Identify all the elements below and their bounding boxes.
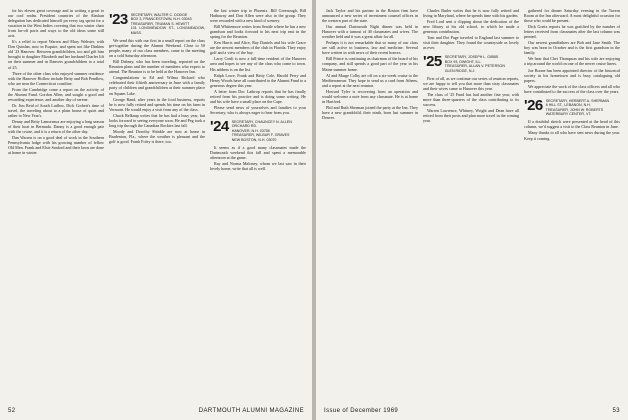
paragraph: Warren Lawrence, Whitney, Wright and Dean have all retired from their posts and plan more travel in the coming year.	[423, 108, 519, 124]
left-page	[0, 0, 312, 420]
paragraph: If a doubtful sketch were presented at the head of this column, we'd suggest a visit to the Class Reunion in June.	[524, 119, 620, 130]
class-notes-body	[423, 8, 519, 50]
class-heading-26	[524, 96, 620, 117]
paragraph: Perhaps it is not remarkable that so many of our class are still active in business, law and medicine. Several have written in with news of their recent honors.	[322, 40, 418, 56]
right-page	[316, 0, 628, 420]
paragraph: We hear that Chet Thompson and his wife are enjoying a trip around the world on one of the newer cruise liners.	[524, 56, 620, 67]
officer-line: 101 LONGMEADOW ST., LONGMEADOW, MASS.	[130, 26, 205, 35]
paragraph: Dan Warren is on a good deal of work in the Southern Pennsylvania lodge with his growing number of fellow Old Men. Frank and Elsie Sanford and their lawn are done at home in winter.	[8, 135, 104, 156]
officer-line: TREASURER, ALLAN V. PETERSON	[444, 64, 505, 69]
paragraph: Three of the other class who enjoyed summer residence with the Hanover Hollow include Betty and Bob Pendlow, who are near the Connecticut coastline.	[8, 70, 104, 86]
left-column-3	[210, 8, 306, 402]
right-footer	[324, 408, 620, 414]
officer-line: ORCHARD RD.	[231, 124, 258, 129]
class-notes-body	[524, 119, 620, 140]
paragraph: It's a relief to report Warren and Mary Webster, with Don Quinlan, now in Esquire, and spent not like Dinkins old '23 Hanover. Between grandchildren, too and gift him brought to daughter Elizabeth and her husband Charles lift on their summer and in Danvers grandchildren to a total of 25.	[8, 39, 104, 70]
paragraph: Dr. Jim Reid of South Ludlow, Dick Corbett's time of travel, the traveling about to a plain house of quiet and rather to New Year's.	[8, 102, 104, 118]
paragraph: Bill Dabney, who has been traveling, reported on the Reunion plans and the number of members who expect to attend. The Reunion is to be held at the Hanover Inn.	[109, 59, 205, 75]
officer-line: SECRETARY, JOSEPH L. GIBBS	[444, 55, 499, 60]
paragraph: We send this with our first in a small report on the class get-together during the Alumni Weekend. Close to 50 people, many of our class members, came to the meeting on a cold Saturday afternoon.	[109, 38, 205, 59]
paragraph: Our annual Dartmouth Night dinner was held in Hanover with a turnout of 40 classmates and wives. The weather held and it was a great affair for all.	[322, 24, 418, 40]
class-notes-body	[109, 38, 205, 144]
paragraph: Bill Prince is continuing as chairman of the board of his company, and still spends a good part of the year in his Maine summer home.	[322, 56, 418, 72]
officer-line: TREASURER, WILBUR F. GRAVES	[231, 133, 290, 138]
paragraph: Please send news of yourselves and families to your Secretary, who is always eager to hear from you.	[210, 104, 306, 115]
right-columns	[322, 8, 620, 402]
class-notes-body	[210, 145, 306, 171]
magazine-title: DARTMOUTH ALUMNI MAGAZINE	[198, 408, 304, 414]
paragraph: Joe Boone has been appointed director of the historical society in his hometown and is busy cataloguing old papers.	[524, 67, 620, 83]
class-year: '25	[423, 53, 442, 71]
paragraph: Congratulations to Ed and Wilma Rickard who celebrated their fiftieth anniversary in June with a family party of children and grandchildren at their summer place on Squam Lake.	[109, 75, 205, 96]
paragraph: for his eleven great coverage and in writing a great to our cool realm. President countries of the Alaskan delegation has dedicated himself pn every tag sprint for a vacation in the West Indies covering that two winter chair from far-off ports and ways to the old ideas some still acts.	[8, 8, 104, 39]
paragraph: gathered for dinner Saturday evening in the Tavern Room at the Inn afterward. A most delightful occasion for those who could be present.	[524, 8, 620, 24]
paragraph: George Rand, after years in the food business, reports he is now fully retired and spends his time on his farm in Vermont. He would enjoy a visit from any of the class.	[109, 96, 205, 112]
page-number: 53	[612, 408, 620, 414]
class-heading-23	[109, 13, 205, 35]
paragraph: Bill Whittemore writes from Seattle where he has a new grandson and looks forward to his next trip east in the spring for the Reunion.	[210, 24, 306, 40]
officer-line: BOX 93, DWIGHT, ILL.	[444, 59, 482, 64]
officer-line: TREASURER, TRUMAN S. HEWITT	[130, 21, 190, 26]
right-column-3	[524, 8, 620, 402]
officer-line: BOX 3, FRANCESTOWN, N.H. 03043	[130, 17, 192, 22]
paragraph: Howard Tyler is recovering from an operation and would welcome a note from any classmate. He is at home in Hartford.	[322, 88, 418, 104]
paragraph: Chuck Belknap writes that he has had a busy year, but looks forward to seeing everyone soon. He and Peg took a long trip through the Canadian Rockies last fall.	[109, 112, 205, 128]
officer-line: SECRETARY, CHAUNCEY N. ALLEN	[231, 119, 292, 124]
class-officers	[131, 13, 205, 35]
officer-line: GLEN RIDGE, N.J.	[444, 68, 476, 73]
paragraph: It seems as if a good many classmates made the Dartmouth weekend this fall and spent a memorable afternoon at the game.	[210, 144, 306, 161]
paragraph: Tom and Dot Page traveled to England last summer to visit their daughter. They found the countryside as lovely as ever.	[423, 35, 519, 51]
paragraph: Dick Goetz reports he was gratified by the number of letters received from classmates after the last column was printed.	[524, 24, 620, 40]
paragraph: Our newest grandfathers are Bob and Jane Smith. The boy was born in October and is the first grandson in the family.	[524, 40, 620, 56]
left-column-2	[109, 8, 205, 402]
paragraph: the last winter trip to Phoenix. Bill Greenough, Bill Hathaway and Don Allen were also in the group. They were rewarded with a new kind of scenery.	[210, 8, 306, 24]
class-notes-body	[524, 8, 620, 94]
paragraph: Fred Lord sent a clipping about the dedication of the new library at his old school, to which he made a generous contribution.	[423, 19, 519, 35]
paragraph: Denny and Betty Lamoreaux are enjoying a long season of their boat in Bermuda. Danny is a good enough pair with the cruise, and it is a return of the other day.	[8, 118, 104, 135]
officer-line: SECRETARY, WALTER C. DODGE	[130, 13, 188, 17]
issue-date: Issue of December 1969	[324, 408, 399, 414]
class-officers	[546, 99, 609, 117]
right-column-2	[423, 8, 519, 402]
class-year: '24	[210, 117, 229, 135]
paragraph: Ken Harris and Alice, Ray Daniels and his wife Grace are the newest members of the club in Florida. They enjoy golf and a view of the bay.	[210, 40, 306, 56]
paragraph: Moody and Dorothy Shinkle are now at home in Bradenton, Fla., where the weather is pleasant and the golf is good. Frank Foley is there, too.	[109, 128, 205, 144]
left-columns	[8, 8, 306, 402]
class-year: '26	[524, 96, 543, 114]
paragraph: Ralph Lowe, Frank and Betty Cole, Harold Perry and Henry Woods have all contributed to the Alumni Fund to a generous degree this year.	[210, 72, 306, 88]
officer-line: NEW BOSTON, N.H. 03070	[231, 137, 277, 142]
class-heading-25	[423, 55, 519, 73]
paragraph: The class of '25 Fund has had another fine year, with more than three-quarters of the class contributing to its success.	[423, 92, 519, 108]
paragraph: Ray and Norma Maloney, whom we last saw in their lovely home, write that all is well.	[210, 161, 306, 172]
class-year: '23	[109, 11, 128, 28]
paragraph: Al and Marge Colby are off on a six-week cruise to the Mediterranean. They hope to send us a card from Athens, and a report at the next reunion.	[322, 72, 418, 88]
class-notes-body	[210, 8, 306, 115]
officer-line: SECRETARY, HERBERT A. SHERMAN	[545, 98, 610, 103]
paragraph: A letter from Doc Lathrop reports that he has finally retired from his practice and is doing some writing. He and his wife have a small place on the Cape.	[210, 88, 306, 104]
paragraph: Charles Butler writes that he is now fully retired and living in Maryland, where he spends time with his garden.	[423, 8, 519, 19]
left-column-1	[8, 8, 104, 402]
officer-line: HANOVER, N.H. 03755	[231, 128, 270, 133]
officer-line: 6 HILL ST., LEBANON, N.H.	[545, 103, 591, 108]
paragraph: We appreciate the work of the class officers and all who have contributed to the success of the class over the years.	[524, 83, 620, 94]
paragraph: First of all, as we continue our series of reunion reports, we are happy to tell you that more than sixty classmates and their wives came to Hanover this year.	[423, 76, 519, 92]
paragraph: Many thanks to all who have sent news during the year. Keep it coming.	[524, 130, 620, 141]
officer-line: TREASURER, JOHN W. ROBERTS	[545, 107, 604, 112]
left-footer	[8, 408, 304, 414]
paragraph: Larry Coult is now a full-time resident of the Hanover area and hopes to see any of the class who come to town. His address is on the list.	[210, 56, 306, 72]
class-officers	[232, 120, 292, 142]
paragraph: Jack Taylor and his partner in the Boston firm have announced a new series of investment counsel offices in the western part of the state.	[322, 8, 418, 24]
class-heading-24	[210, 117, 306, 142]
class-notes-body	[423, 76, 519, 123]
class-officers	[445, 55, 505, 73]
page-number: 52	[8, 408, 16, 414]
officer-line: WATERBURY CENTER, VT.	[545, 111, 592, 116]
paragraph: From the Cambridge come a report on the activity of the Alumni Fund. Gordon Allen, and sought a good and rewarding experience, and another day of serene.	[8, 86, 104, 102]
paragraph: Phil and Ruth Sherman joined the party at the Inn. They have a new grandchild, their ninth, born last summer in Denver.	[322, 104, 418, 120]
right-column-1	[322, 8, 418, 402]
